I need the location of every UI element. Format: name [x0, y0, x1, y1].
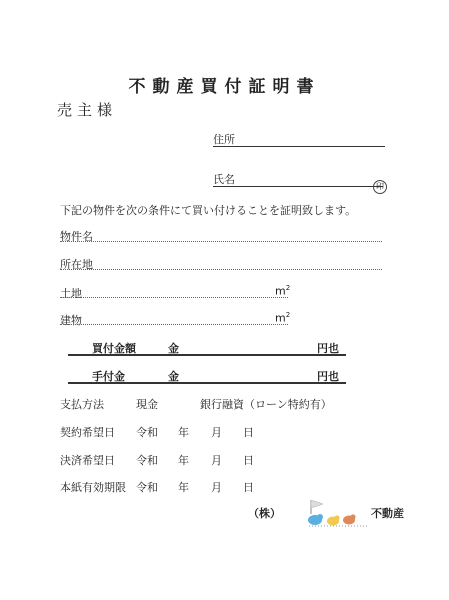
address-label: 住所 [213, 133, 235, 146]
property-name-label: 物件名 [60, 230, 93, 243]
purchase-amount-line[interactable] [68, 354, 346, 356]
expiry-date-label: 本紙有効期限 [60, 481, 126, 494]
document-title: 不動産買付証明書 [128, 77, 321, 97]
seal-icon: 印 [373, 180, 387, 194]
intro-text: 下記の物件を次の条件にて買い付けることを証明致します。 [60, 204, 357, 217]
seal-mark [373, 174, 387, 194]
purchase-amount-suffix: 円也 [317, 342, 339, 355]
company-logo [248, 498, 404, 528]
settlement-date-label: 決済希望日 [60, 454, 115, 467]
deposit-prefix: 金 [168, 370, 179, 383]
expiry-date-year[interactable]: 年 [178, 481, 189, 494]
contract-date-label: 契約希望日 [60, 426, 115, 439]
land-area-line[interactable] [60, 297, 288, 298]
purchase-amount-prefix: 金 [168, 342, 179, 355]
settlement-date-day[interactable]: 日 [243, 454, 254, 467]
expiry-date-day[interactable]: 日 [243, 481, 254, 494]
land-area-unit: $m^2$ [275, 284, 291, 298]
contract-date-era: 令和 [136, 426, 158, 439]
payment-method-label: 支払方法 [60, 398, 104, 411]
building-area-line[interactable] [60, 324, 288, 325]
building-label: 建物 [60, 314, 82, 327]
land-label: 土地 [60, 287, 82, 300]
payment-option-cash[interactable]: 現金 [136, 398, 158, 411]
deposit-label: 手付金 [92, 370, 125, 383]
purchase-amount-label: 買付金額 [92, 342, 136, 355]
contract-date-day[interactable]: 日 [243, 426, 254, 439]
property-name-line[interactable] [60, 241, 382, 242]
payment-option-loan[interactable]: 銀行融資（ローン特約有） [200, 398, 332, 411]
expiry-date-month[interactable]: 月 [211, 481, 222, 494]
deposit-suffix: 円也 [317, 370, 339, 383]
location-line[interactable] [60, 269, 382, 270]
address-line[interactable] [213, 146, 385, 147]
name-line[interactable] [213, 186, 383, 187]
name-label: 氏名 [213, 173, 235, 186]
birds-flag-icon [281, 498, 371, 528]
building-area-unit: $m^2$ [275, 311, 291, 325]
settlement-date-year[interactable]: 年 [178, 454, 189, 467]
contract-date-month[interactable]: 月 [211, 426, 222, 439]
settlement-date-month[interactable]: 月 [211, 454, 222, 467]
contract-date-year[interactable]: 年 [178, 426, 189, 439]
company-prefix: （株） [248, 507, 281, 520]
company-suffix: 不動産 [371, 507, 404, 520]
seller-addressee: 売主様 [57, 101, 118, 119]
location-label: 所在地 [60, 258, 93, 271]
settlement-date-era: 令和 [136, 454, 158, 467]
deposit-line[interactable] [68, 382, 346, 384]
expiry-date-era: 令和 [136, 481, 158, 494]
